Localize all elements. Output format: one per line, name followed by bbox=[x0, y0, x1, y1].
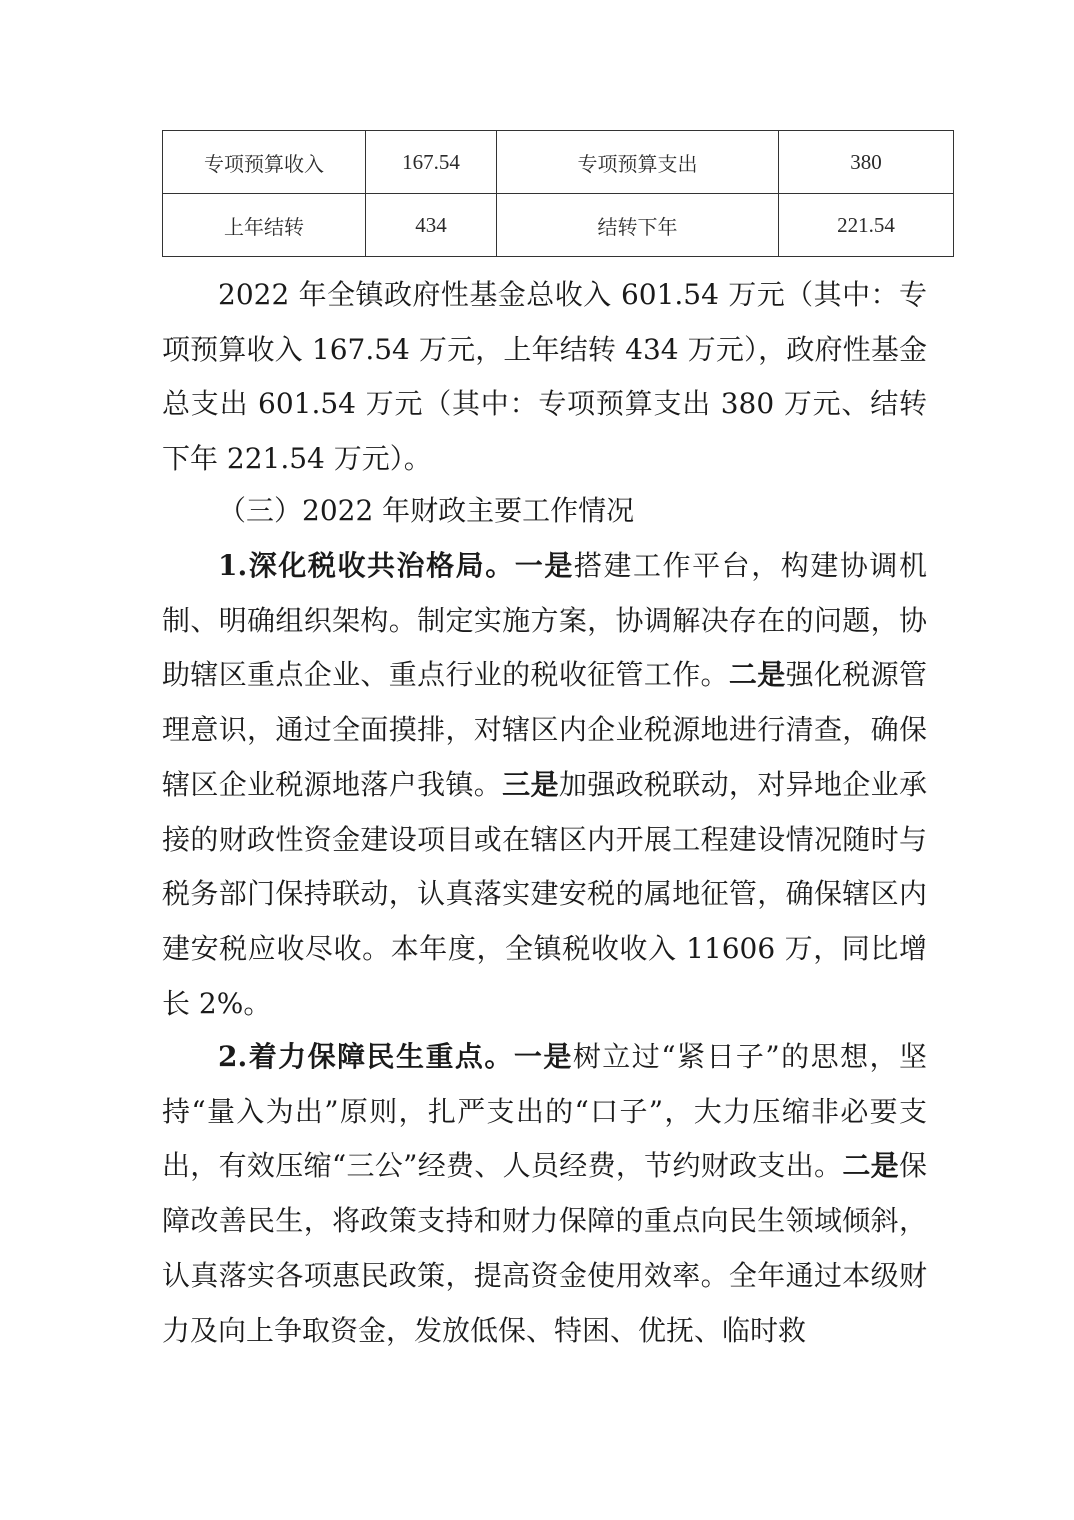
point-lead: 二是 bbox=[728, 658, 786, 692]
point-text: 保障改善民生，将政策支持和财力保障的重点向民生领域倾斜，认真落实各项惠民政策，提高资金使用效率。全年通过本级财力及向上争取资金，发放低保、特困、优抚、临时救 bbox=[162, 1149, 927, 1347]
table-cell: 434 bbox=[366, 194, 497, 257]
livelihood-paragraph bbox=[162, 1030, 927, 1358]
table-row bbox=[163, 194, 954, 257]
table-cell: 专项预算支出 bbox=[497, 131, 779, 194]
table-cell: 上年结转 bbox=[163, 194, 366, 257]
table-cell: 专项预算收入 bbox=[163, 131, 366, 194]
fund-budget-table bbox=[162, 130, 954, 257]
point-lead: 二是 bbox=[842, 1149, 899, 1183]
table-cell: 380 bbox=[779, 131, 954, 194]
fund-summary-paragraph: 2022 年全镇政府性基金总收入 601.54 万元（其中：专项预算收入 167.54 万元，上年结转 434 万元），政府性基金总支出 601.54 万元（其中：专项预算支出 380 万元、结转下年 221.54 万元）。 bbox=[162, 278, 927, 476]
point-lead: 三是 bbox=[502, 767, 559, 801]
point-text: 树立过“紧日子”的思想，坚持“量入为出”原则，扎严支出的“口子”，大力压缩非必要支出，有效压缩“三公”经费、人员经费，节约财政支出。 bbox=[162, 1040, 927, 1183]
point-text: 搭建工作平台，构建协调机制、明确组织架构。制定实施方案，协调解决存在的问题，协助辖区重点企业、重点行业的税收征管工作。 bbox=[162, 549, 927, 692]
point-lead: 一是 bbox=[513, 1040, 573, 1073]
point-text: 强化税源管理意识，通过全面摸排，对辖区内企业税源地进行清查，确保辖区企业税源地落户我镇。 bbox=[162, 658, 927, 801]
table-cell: 结转下年 bbox=[497, 194, 779, 257]
tax-governance-paragraph bbox=[162, 539, 927, 1031]
item-title: 2.着力保障民生重点。 bbox=[218, 1040, 514, 1073]
table-row bbox=[163, 131, 954, 194]
item-title: 1.深化税收共治格局。 bbox=[218, 549, 515, 582]
point-text: 加强政税联动，对异地企业承接的财政性资金建设项目或在辖区内开展工程建设情况随时与税务部门保持联动，认真落实建安税的属地征管，确保辖区内建安税应收尽收。本年度，全镇税收收入 11606 万，同比增长 2%。 bbox=[162, 767, 927, 1020]
section-heading: （三）2022 年财政主要工作情况 bbox=[218, 494, 635, 527]
point-lead: 一是 bbox=[514, 549, 574, 582]
table-cell: 221.54 bbox=[779, 194, 954, 257]
table-cell: 167.54 bbox=[366, 131, 497, 194]
